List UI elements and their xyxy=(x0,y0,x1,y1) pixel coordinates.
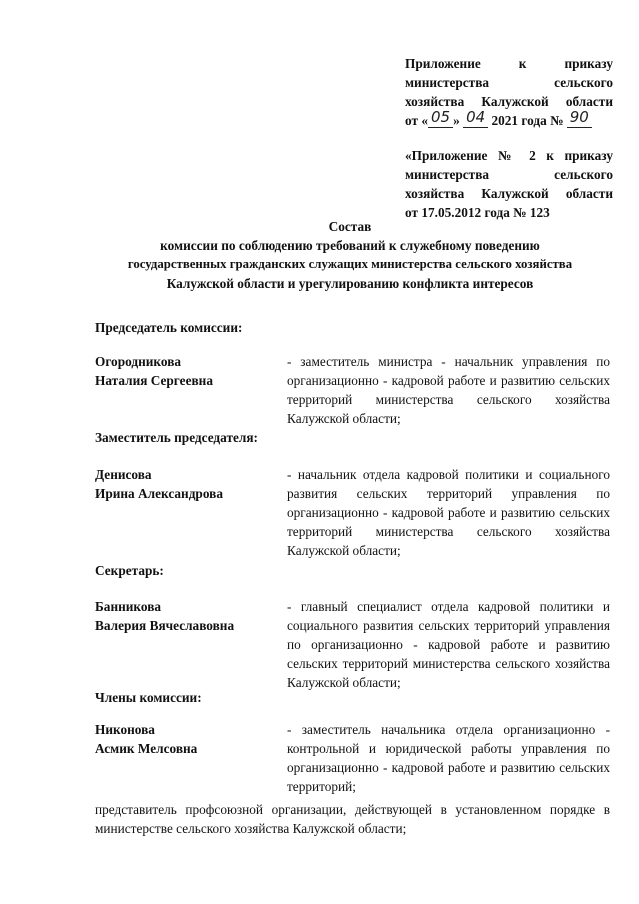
secretary-heading: Секретарь: xyxy=(95,563,164,578)
surname: Банникова xyxy=(95,599,162,614)
title-line: Калужской области и урегулированию конфликта интересов xyxy=(166,276,534,291)
member-name xyxy=(95,720,275,758)
appendix-line: министерства сельского xyxy=(405,75,613,90)
date-year: 2021 года № xyxy=(488,113,567,128)
appendix-line: хозяйства Калужской области xyxy=(405,186,613,201)
appendix-block-original xyxy=(405,146,613,222)
appendix-date-line xyxy=(405,108,613,131)
title-line: Состав xyxy=(328,219,372,234)
surname: Денисова xyxy=(95,467,152,482)
chair-heading: Председатель комиссии: xyxy=(95,320,243,335)
appendix-line: «Приложение № 2 к приказу xyxy=(405,148,613,163)
date-prefix: от « xyxy=(405,113,428,128)
description-text: - начальник отдела кадровой политики и социального развития сельских территорий управления по организационно - кадровой работе и развитию сельских территорий министерства сельского хозяйства Калужской области; xyxy=(287,467,610,558)
union-representative-paragraph: представитель профсоюзной организации, действующей в установленном порядке в министерстве сельского хозяйства Калужской области; xyxy=(95,802,610,836)
handwritten-day: 05 xyxy=(428,108,453,128)
secretary-name xyxy=(95,597,275,635)
description-text: - заместитель начальника отдела организационно - контрольной и юридической работы управления по организационно - кадровой работе и развитию сельских территорий; xyxy=(287,722,610,794)
document-title xyxy=(90,217,610,293)
description-text: - главный специалист отдела кадровой политики и социального развития сельских территорий управления по организационно - кадровой работе и развитию сельских территорий министерства сельского хозяйства Калужской области; xyxy=(287,599,610,690)
chair-description xyxy=(287,352,610,428)
title-line: комиссии по соблюдению требований к служебному поведению xyxy=(160,238,540,253)
deputy-heading: Заместитель председателя: xyxy=(95,430,258,445)
given-name: Асмик Мелсовна xyxy=(95,741,198,756)
given-name: Наталия Сергеевна xyxy=(95,373,213,388)
title-line: государственных гражданских служащих министерства сельского хозяйства xyxy=(127,257,573,271)
appendix-line: хозяйства Калужской области xyxy=(405,94,613,109)
surname: Огородникова xyxy=(95,354,182,369)
description-text: - заместитель министра - начальник управления по организационно - кадровой работе и развитию сельских территорий министерства сельского хозяйства Калужской области; xyxy=(287,354,610,426)
chair-name xyxy=(95,352,275,390)
appendix-line: министерства сельского xyxy=(405,167,613,182)
handwritten-number: 90 xyxy=(567,108,592,128)
deputy-description xyxy=(287,465,610,560)
appendix-line: Приложение к приказу xyxy=(405,56,613,71)
appendix-line: от 17.05.2012 года № 123 xyxy=(405,205,550,220)
given-name: Валерия Вячеславовна xyxy=(95,618,235,633)
deputy-name xyxy=(95,465,275,503)
date-mid: » xyxy=(453,113,464,128)
given-name: Ирина Александрова xyxy=(95,486,223,501)
secretary-description xyxy=(287,597,610,692)
member-description xyxy=(287,720,610,796)
members-heading: Члены комиссии: xyxy=(95,690,202,705)
appendix-block-current xyxy=(405,54,613,131)
handwritten-month: 04 xyxy=(463,108,488,128)
surname: Никонова xyxy=(95,722,155,737)
